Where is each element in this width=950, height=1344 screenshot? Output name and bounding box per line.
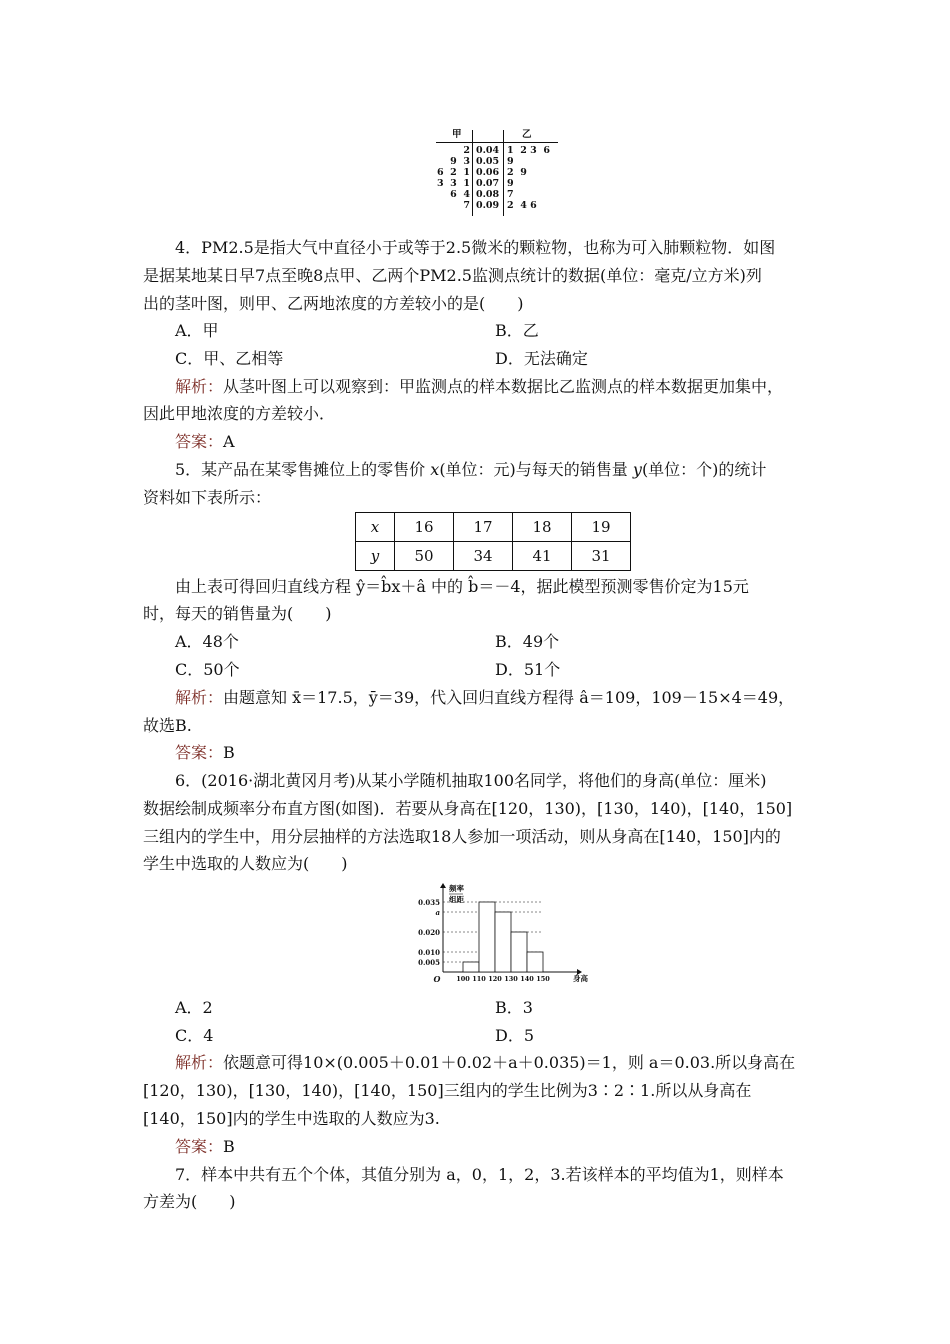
stem-leaf-stem: 0.06 (476, 167, 500, 178)
q4-answer-value: A (223, 432, 235, 451)
y-tick-label: 0.035 (418, 898, 440, 907)
x-tick-label: 150 (536, 975, 550, 983)
q5-option-b: B．49个 (495, 632, 560, 651)
stem-leaf-stem: 0.05 (476, 156, 500, 167)
q6-analysis-text: 依题意可得10×(0.005＋0.01＋0.02＋a＋0.035)＝1，则 a＝0.03.所以身高在 (223, 1053, 796, 1072)
stem-leaf-divider-left (472, 130, 473, 216)
histogram-bar (495, 912, 511, 972)
q5-line-2: 资料如下表所示： (143, 488, 272, 507)
table-cell: 50 (395, 542, 454, 571)
stem-leaf-left-leaves: 3 3 1 (436, 178, 470, 189)
y-axis-label-top: 频率 (449, 884, 464, 893)
q6-answer (175, 1137, 235, 1157)
table-cell: 18 (513, 513, 572, 542)
stem-leaf-right-leaves: 2 4 6 (507, 200, 537, 211)
stem-leaf-left-leaves: 2 (463, 145, 470, 156)
y-tick-label: a (435, 908, 440, 917)
q5-analysis-line-2: 故选B. (143, 716, 192, 735)
q5-line-4: 时，每天的销售量为( ) (143, 604, 332, 623)
stem-leaf-left-label: 甲 (452, 129, 462, 140)
stem-leaf-stem: 0.04 (476, 145, 500, 156)
q6-line-3: 三组内的学生中，用分层抽样的方法选取18人参加一项活动，则从身高在[140，150]内的 (143, 827, 781, 846)
q5-option-a: A．48个 (175, 632, 239, 651)
table-cell: 31 (572, 542, 631, 571)
q5-var-x: x (430, 460, 440, 479)
q6-analysis-label: 解析： (175, 1053, 224, 1072)
q4-analysis-text: 从茎叶图上可以观察到：甲监测点的样本数据比乙监测点的样本数据更加集中， (223, 377, 784, 396)
stem-leaf-top-rule (436, 142, 558, 143)
q5-option-d: D．51个 (495, 660, 561, 679)
q4-answer-label: 答案： (175, 432, 224, 451)
x-axis-label: 身高 (573, 974, 588, 983)
stem-leaf-divider-right (503, 130, 504, 216)
stem-leaf-right-leaves: 1 2 3 6 (507, 145, 550, 156)
q5-line-1-c: (单位：个)的统计 (641, 460, 767, 479)
q6-option-d: D．5 (495, 1026, 535, 1045)
frequency-histogram (405, 880, 588, 985)
q4-analysis-label: 解析： (175, 377, 224, 396)
q4-line-3: 出的茎叶图，则甲、乙两地浓度的方差较小的是( ) (143, 294, 524, 313)
histogram-bar (527, 952, 543, 972)
q5-line-3: 由上表可得回归直线方程 ŷ＝b̂x＋â 中的 b̂＝－4，据此模型预测零售价定为15元 (175, 577, 749, 596)
stem-leaf-plot (430, 128, 560, 216)
x-tick-label: 100 (456, 975, 470, 983)
q4-answer (175, 432, 235, 452)
stem-leaf-stem: 0.08 (476, 189, 500, 200)
q6-option-c: C．4 (175, 1026, 214, 1045)
table-cell: 34 (454, 542, 513, 571)
q6-line-1: 6．(2016·湖北黄冈月考)从某小学随机抽取100名同学，将他们的身高(单位：厘米) (175, 771, 767, 790)
q5-var-y: y (632, 460, 642, 479)
q6-option-b: B．3 (495, 998, 533, 1017)
q7-line-1: 7．样本中共有五个个体，其值分别为 a，0，1，2，3.若该样本的平均值为1，则样本 (175, 1165, 784, 1184)
y-tick-label: 0.020 (418, 928, 440, 937)
table-header-x: x (356, 513, 395, 542)
q5-line-1 (175, 460, 766, 480)
q5-answer-label: 答案： (175, 743, 224, 762)
table-cell: 19 (572, 513, 631, 542)
q4-option-a: A．甲 (175, 321, 219, 340)
q5-data-table (355, 512, 631, 571)
table-row (356, 513, 631, 542)
q6-analysis-line-2: [120，130)，[130，140)，[140，150]三组内的学生比例为3∶2∶1.所以从身高在 (143, 1081, 752, 1100)
q5-analysis-label: 解析： (175, 688, 224, 707)
stem-leaf-stem: 0.09 (476, 200, 500, 211)
stem-leaf-left-leaves: 7 (463, 200, 470, 211)
table-row (356, 542, 631, 571)
x-tick-label: 110 (472, 975, 486, 983)
q4-option-c: C．甲、乙相等 (175, 349, 284, 368)
q5-answer (175, 743, 235, 763)
histogram-bar (463, 962, 479, 972)
q6-analysis-line-3: [140，150]内的学生中选取的人数应为3. (143, 1109, 440, 1128)
table-cell: 17 (454, 513, 513, 542)
q4-line-1: 4．PM2.5是指大气中直径小于或等于2.5微米的颗粒物，也称为可入肺颗粒物．如图 (175, 238, 776, 257)
q7-line-2: 方差为( ) (143, 1192, 236, 1211)
q5-line-1-b: (单位：元)与每天的销售量 (439, 460, 633, 479)
stem-leaf-right-leaves: 9 (507, 156, 514, 167)
stem-leaf-right-leaves: 2 9 (507, 167, 527, 178)
stem-leaf-left-leaves: 6 4 (450, 189, 470, 200)
x-tick-label: 120 (488, 975, 502, 983)
q6-answer-value: B (223, 1137, 235, 1156)
y-tick-label: 0.005 (418, 958, 440, 967)
q5-analysis-text: 由题意知 x̄＝17.5，ȳ＝39，代入回归直线方程得 â＝109，109－15×4＝49， (223, 688, 795, 707)
x-tick-label: 130 (504, 975, 518, 983)
q6-line-2: 数据绘制成频率分布直方图(如图)．若要从身高在[120，130)，[130，140)，[140，150] (143, 799, 793, 818)
stem-leaf-left-leaves: 6 2 1 (436, 167, 470, 178)
table-cell: 16 (395, 513, 454, 542)
origin-label: O (433, 974, 441, 984)
q5-analysis-line-1 (175, 688, 794, 708)
histogram-bar (511, 932, 527, 972)
q6-analysis-line-1 (175, 1053, 795, 1073)
stem-leaf-left-leaves: 9 3 (450, 156, 470, 167)
q4-option-d: D．无法确定 (495, 349, 588, 368)
y-tick-label: 0.010 (418, 948, 440, 957)
stem-leaf-right-leaves: 9 (507, 178, 514, 189)
histogram-bar (479, 902, 495, 972)
q4-line-2: 是据某地某日早7点至晚8点甲、乙两个PM2.5监测点统计的数据(单位：毫克/立方米)列 (143, 266, 762, 285)
y-axis-arrow (440, 883, 446, 888)
q5-answer-value: B (223, 743, 235, 762)
stem-leaf-stem: 0.07 (476, 178, 500, 189)
q4-option-b: B．乙 (495, 321, 539, 340)
q4-analysis-line-1 (175, 377, 783, 397)
q6-answer-label: 答案： (175, 1137, 224, 1156)
q6-line-4: 学生中选取的人数应为( ) (143, 854, 348, 873)
q5-option-c: C．50个 (175, 660, 240, 679)
q4-analysis-line-2: 因此甲地浓度的方差较小． (143, 404, 336, 423)
stem-leaf-right-leaves: 7 (507, 189, 514, 200)
table-header-y: y (356, 542, 395, 571)
table-cell: 41 (513, 542, 572, 571)
x-tick-label: 140 (520, 975, 534, 983)
q6-option-a: A．2 (175, 998, 213, 1017)
stem-leaf-right-label: 乙 (522, 129, 532, 140)
y-axis-label-bottom: 组距 (449, 895, 464, 904)
q5-line-1-a: 5．某产品在某零售摊位上的零售价 (175, 460, 431, 479)
